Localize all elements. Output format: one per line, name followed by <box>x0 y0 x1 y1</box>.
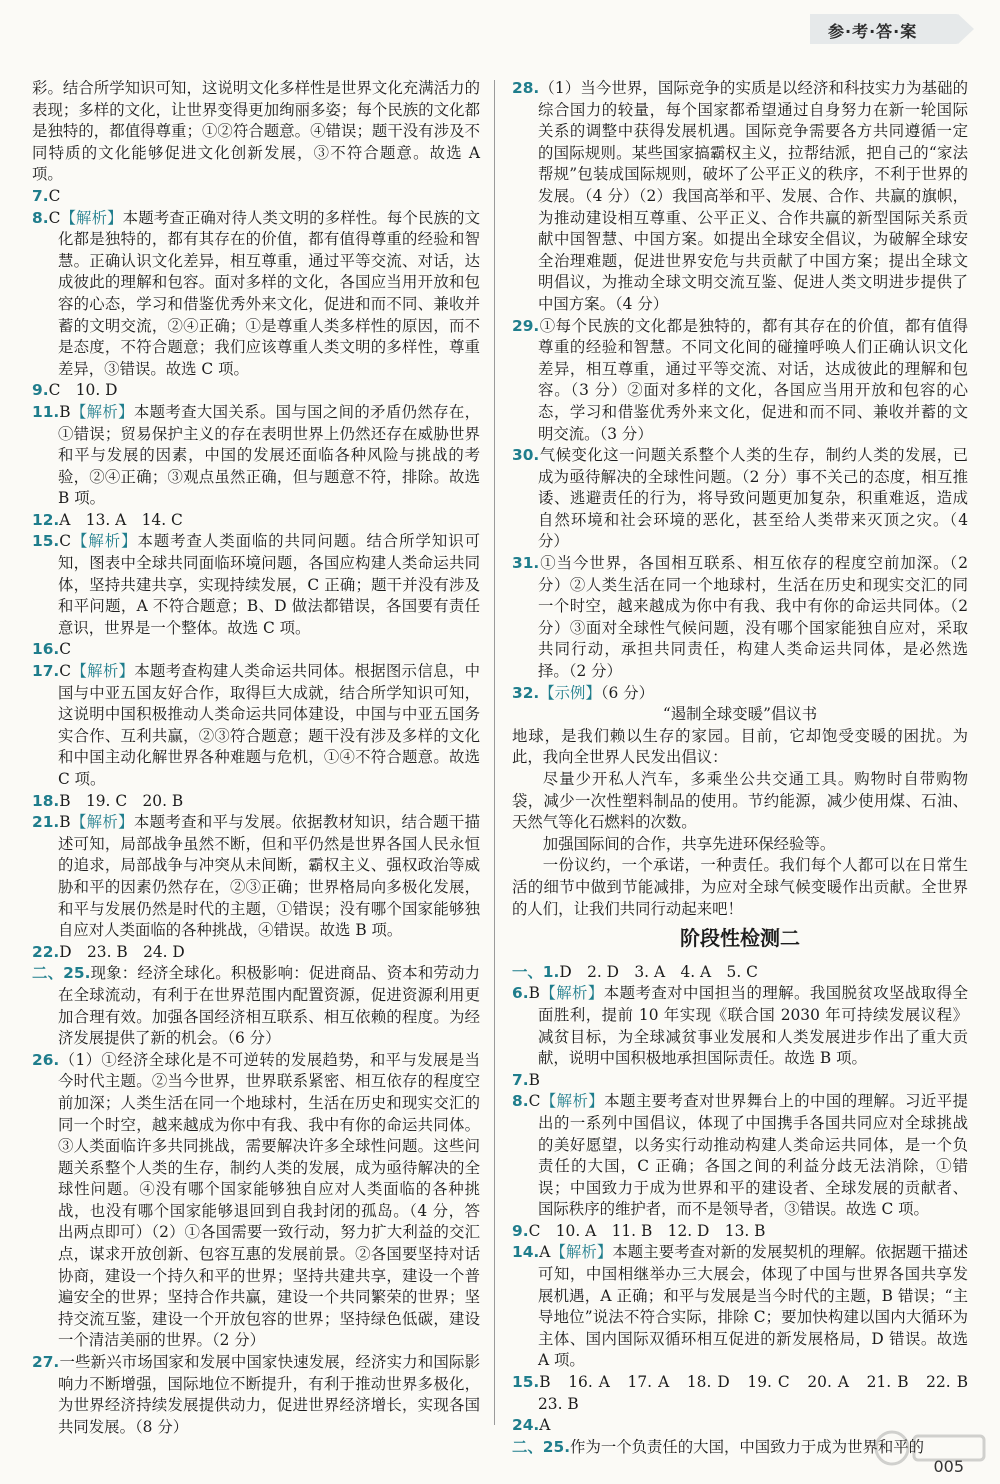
item-number: 7. <box>512 1070 529 1089</box>
item-number: 24. <box>512 1416 540 1435</box>
item-text: 气候变化这一问题关系整个人类的生存，制约人类的发展，已成为亟待解决的全球性问题。（2 分）事不关己的态度，相互推诿、逃避责任的行为，将导致问题更加复杂，积重难返，造成自然环境和社会环境的恶化，甚至给人类带来灭顶之灾。（4 分） <box>538 446 968 551</box>
answer-item <box>512 1242 968 1372</box>
item-number: 22. <box>32 942 60 961</box>
item-number: 30. <box>512 446 540 465</box>
item-number: 32. <box>512 683 540 702</box>
item-text: B <box>528 1070 540 1089</box>
item-number: 28. <box>512 79 540 97</box>
item-text: 本题考查对中国担当的理解。我国脱贫攻坚战取得全面胜利，提前 10 年实现《联合国 2030 年可持续发展议程》减贫目标，为全球减贫事业发展和人类发展进步作出了重大贡献，说明中国积极地承担国际责任。故选 B 项。 <box>538 984 968 1068</box>
answer-item <box>32 380 480 402</box>
item-text: C 10. A 11. B 12. D 13. B <box>528 1221 766 1240</box>
item-text: 本题考查大国关系。国与国之间的矛盾仍然存在，①错误；贸易保护主义的存在表明世界上仍然还存在威胁世界和平与发展的因素，中国的发展还面临各种风险与挑战的考验，②④正确；③观点虽然正确，但与题意不符，排除。故选 B 项。 <box>58 402 480 508</box>
answer-choice: C <box>48 208 61 227</box>
analysis-tag: 【解析】 <box>70 813 134 832</box>
answer-item <box>512 683 968 705</box>
answer-item <box>512 316 968 446</box>
answer-choice: A <box>539 1243 551 1262</box>
paragraph: 彩。结合所学知识可知，这说明文化多样性是世界文化充满活力的表现；多样的文化，让世界变得更加绚丽多姿；每个民族的文化都是独特的，都值得尊重；①②符合题意。④错误；题干没有涉及不同特质的文化能够促进文化创新发展，③不符合题意。故选 A 项。 <box>32 79 480 184</box>
answer-item <box>32 791 480 813</box>
item-text: 本题主要考查对世界舞台上的中国的理解。习近平提出的一系列中国倡议，体现了中国携手各国共同应对全球挑战的美好愿望，以务实行动推动构建人类命运共同体，是一个负责任的大国，C 正确；各国之间的利益分歧无法消除，①错误；中国致力于成为世界和平的建设者、全球发展的贡献者、国际秩序的维护者，而不是领导者，③错误。故选 C 项。 <box>538 1092 968 1219</box>
header-tab <box>810 14 960 44</box>
item-number: 18. <box>32 791 60 810</box>
item-text: ①当今世界，各国相互联系、相互依存的程度空前加深。（2 分）②人类生活在同一个地球村，生活在历史和现实交汇的同一个时空，越来越成为你中有我、我中有你的命运共同体。（2 分）③面对全球性气候问题，没有哪个国家能独自应对，采取共同行动，承担共同责任，构建人类命运共同体，是必然选择。（2 分） <box>538 554 968 681</box>
analysis-tag: 【示例】 <box>539 683 601 702</box>
item-number: 9. <box>512 1221 529 1240</box>
item-text: D 2. D 3. A 4. A 5. C <box>559 962 758 981</box>
analysis-tag: 【解析】 <box>540 1092 605 1111</box>
item-number: 8. <box>32 208 49 227</box>
answer-item <box>512 553 968 683</box>
column-divider <box>494 80 495 1425</box>
answer-item <box>32 963 480 1049</box>
answer-item <box>32 510 480 532</box>
answer-item <box>32 531 480 639</box>
analysis-tag: 【解析】 <box>539 984 604 1003</box>
item-number: 6. <box>512 984 529 1003</box>
answer-item <box>32 186 480 208</box>
answer-item <box>32 812 480 942</box>
analysis-tag: 【解析】 <box>70 402 134 421</box>
analysis-tag: 【解析】 <box>550 1243 613 1262</box>
item-text: C 10. D <box>48 381 118 400</box>
item-number: 21. <box>32 813 60 832</box>
answer-choice: C <box>59 662 72 681</box>
page-number: 005 <box>933 1457 964 1476</box>
paragraph: 一份议约，一个承诺，一种责任。我们每个人都可以在日常生活的细节中做到节能减排，为应对全球气候变暖作出贡献。全世界的人们，让我们共同行动起来吧！ <box>512 856 968 918</box>
item-text: B 16. A 17. A 18. D 19. C 20. A 21. B 22. B 23. B <box>538 1373 984 1413</box>
proposal-title: “遏制全球变暖”倡议书 <box>662 705 818 724</box>
item-number: 15. <box>512 1373 540 1392</box>
answer-choice: B <box>59 402 71 421</box>
item-text: A 13. A 14. C <box>59 510 183 529</box>
watermark-logo-icon <box>872 1422 992 1476</box>
item-number: 12. <box>32 510 60 529</box>
item-number: 二、25. <box>512 1437 571 1456</box>
item-number: 7. <box>32 186 49 205</box>
left-column <box>32 78 480 1438</box>
analysis-tag: 【解析】 <box>60 208 123 227</box>
item-text: 本题考查人类面临的共同问题。结合所学知识可知，图表中全球共同面临环境问题，各国应构建人类命运共同体，坚持共建共享，实现持续发展，C 正确；题干并没有涉及和平问题，A 不符合题意；B、D 做法都错误，各国要有责任意识，世界是一个整体。故选 C 项。 <box>58 532 480 637</box>
item-number: 二、25. <box>32 964 91 983</box>
header-label: 参·考·答·案 <box>828 22 918 41</box>
answer-item <box>32 402 480 510</box>
item-text: D 23. B 24. D <box>59 942 185 961</box>
answer-item <box>512 1221 968 1243</box>
analysis-tag: 【解析】 <box>71 662 135 681</box>
answer-item <box>32 639 480 661</box>
item-text: （1）①经济全球化是不可逆转的发展趋势，和平与发展是当今时代主题。②当今世界，世界联系紧密、相互依存的程度空前加深；人类生活在同一个地球村，生活在历史和现实交汇的同一个时空，越来越成为你中有我、我中有你的命运共同体。③人类面临许多共同挑战，需要解决许多全球性问题。这些问题关系整个人类的生存，制约人类的发展，成为亟待解决的全球性问题。④没有哪个国家能够独自应对人类面临的各种挑战，也没有哪个国家能够退回到自我封闭的孤岛。（4 分，答出两点即可）（2）①各国需要一致行动，努力扩大利益的交汇点，谋求开放创新、包容互惠的发展前景。②各国要坚持对话协商，建设一个持久和平的世界；坚持共建共享，建设一个普遍安全的世界；坚持合作共赢，建设一个共同繁荣的世界；坚持交流互鉴，建设一个开放包容的世界；坚持绿色低碳，建设一个清洁美丽的世界。（2 分） <box>58 1050 480 1350</box>
answer-item <box>32 1050 480 1352</box>
item-text: A <box>539 1416 551 1435</box>
item-text: 一些新兴市场国家和发展中国家快速发展，经济实力和国际影响力不断增强，国际地位不断提升，有利于推动世界多极化，为世界经济持续发展提供动力，促进世界经济增长，实现各国共同发展。（8 分） <box>58 1353 480 1436</box>
item-text: ①每个民族的文化都是独特的，都有其存在的价值，都有值得尊重的经验和智慧。不同文化间的碰撞呼唤人们正确认识文化差异，相互尊重，通过平等交流、对话，达成彼此的理解和包容。（3 分）②面对多样的文化，各国应当用开放和包容的心态，学习和借鉴优秀外来文化，促进和而不同、兼收并蓄的文明交流。（3 分） <box>538 316 968 443</box>
item-number: 9. <box>32 381 49 400</box>
item-text: B 19. C 20. B <box>59 791 184 810</box>
answer-item <box>512 1091 968 1221</box>
item-text: 本题主要考查对新的发展契机的理解。依据题干描述可知，中国相继举办三大展会，体现了中国与世界各国共享发展机遇，A 正确；和平与发展是当今时代的主题，B 错误；“主导地位”说法不符合实际，排除 C；要加快构建以国内大循环为主体、国内国际双循环相互促进的新发展格局，D 错误。故选 A 项。 <box>538 1243 968 1370</box>
item-number: 15. <box>32 532 60 551</box>
answer-item <box>32 208 480 381</box>
section-title: 阶段性检测二 <box>680 926 800 951</box>
answer-choice: B <box>528 984 540 1003</box>
answer-item <box>512 445 968 553</box>
answer-item <box>32 1352 480 1438</box>
item-number: 14. <box>512 1243 540 1262</box>
item-text: 本题考查和平与发展。依据教材知识，结合题干描述可知，局部战争虽然不断，但和平仍然是世界各国人民永恒的追求，局部战争与冲突从未间断，霸权主义、强权政治等威胁和平的因素仍然存在，②③正确；世界格局向多极化发展，和平与发展仍然是时代的主题，①错误；没有哪个国家能够独自应对人类面临的各种挑战，④错误。故选 B 项。 <box>58 813 480 940</box>
item-text: 本题考查正确对待人类文明的多样性。每个民族的文化都是独特的，都有其存在的价值，都有值得尊重的经验和智慧。正确认识文化差异，相互尊重，通过平等交流、对话，达成彼此的理解和包容。面对多样的文化，各国应当用开放和包容的心态，学习和借鉴优秀外来文化，促进和而不同、兼收并蓄的文明交流，②④正确；①是尊重人类多样性的原因，而不是态度，不符合题意；我们应该尊重人类文明的多样性，尊重差异，③错误。故选 C 项。 <box>58 208 480 378</box>
paragraph: 尽量少开私人汽车，多乘坐公共交通工具。购物时自带购物袋，减少一次性塑料制品的使用。节约能源，减少使用煤、石油、天然气等化石燃料的次数。 <box>512 770 968 832</box>
item-text: （6 分） <box>600 683 654 702</box>
item-number: 29. <box>512 316 540 335</box>
header-arrow-icon <box>958 14 974 44</box>
item-text: C <box>48 186 61 205</box>
answer-item <box>512 1372 984 1415</box>
answer-item <box>512 78 968 316</box>
answer-choice: C <box>528 1092 541 1111</box>
item-text: （1）当今世界，国际竞争的实质是以经济和科技实力为基础的综合国力的较量，每个国家都希望通过自身努力在新一轮国际关系的调整中获得发展机遇。国际竞争需要各方共同遵循一定的国际规则。某些国家搞霸权主义，拉帮结派，把自己的“家法帮规”包装成国际规则，破坏了公平正义的秩序，不利于世界的发展。（4 分）（2）我国高举和平、发展、合作、共赢的旗帜，为推动建设相互尊重、公平正义、合作共赢的新型国际关系贡献中国智慧、中国方案。如提出全球安全倡议，为破解全球安全治理难题，促进世界安危与共贡献了中国方案；提出全球文明倡议，为推动全球文明交流互鉴、促进人类文明进步提供了中国方案。（4 分） <box>538 79 968 313</box>
item-text: 作为一个负责任的大国，中国致力于成为世界和平的 <box>570 1437 925 1456</box>
answer-choice: C <box>59 532 72 551</box>
item-text: 现象：经济全球化。积极影响：促进商品、资本和劳动力在全球流动，有利于在世界范围内配置资源，促进资源利用更加合理有效。加强各国经济相互联系、相互依赖的程度。为经济发展提供了新的机会。（6 分） <box>58 964 480 1048</box>
item-number: 27. <box>32 1353 60 1372</box>
item-number: 8. <box>512 1092 529 1111</box>
answer-choice: B <box>59 813 71 832</box>
answer-item <box>32 942 480 964</box>
answer-item <box>512 983 968 1069</box>
item-text: 本题考查构建人类命运共同体。根据图示信息，中国与中亚五国友好合作，取得巨大成就，结合所学知识可知，这说明中国积极推动人类命运共同体建设，中国与中亚五国务实合作、互利共赢，②③符合题意；题干没有涉及多样的文化和中国主动化解世界各种难题与危机，①④不符合题意。故选 C 项。 <box>58 662 480 788</box>
item-number: 17. <box>32 662 60 681</box>
item-text: C <box>59 640 72 659</box>
item-number: 16. <box>32 640 60 659</box>
answer-item <box>512 962 968 984</box>
analysis-tag: 【解析】 <box>71 532 138 551</box>
item-number: 11. <box>32 402 60 421</box>
answer-item <box>32 661 480 791</box>
item-number: 31. <box>512 554 540 573</box>
item-number: 26. <box>32 1050 60 1069</box>
paragraph: 地球，是我们赖以生存的家园。目前，它却饱受变暖的困扰。为此，我向全世界人民发出倡议： <box>512 726 968 767</box>
item-number: 一、1. <box>512 962 560 981</box>
paragraph: 加强国际间的合作，共享先进环保经验等。 <box>542 834 836 853</box>
answer-item <box>512 1070 968 1092</box>
right-column <box>512 78 984 1458</box>
